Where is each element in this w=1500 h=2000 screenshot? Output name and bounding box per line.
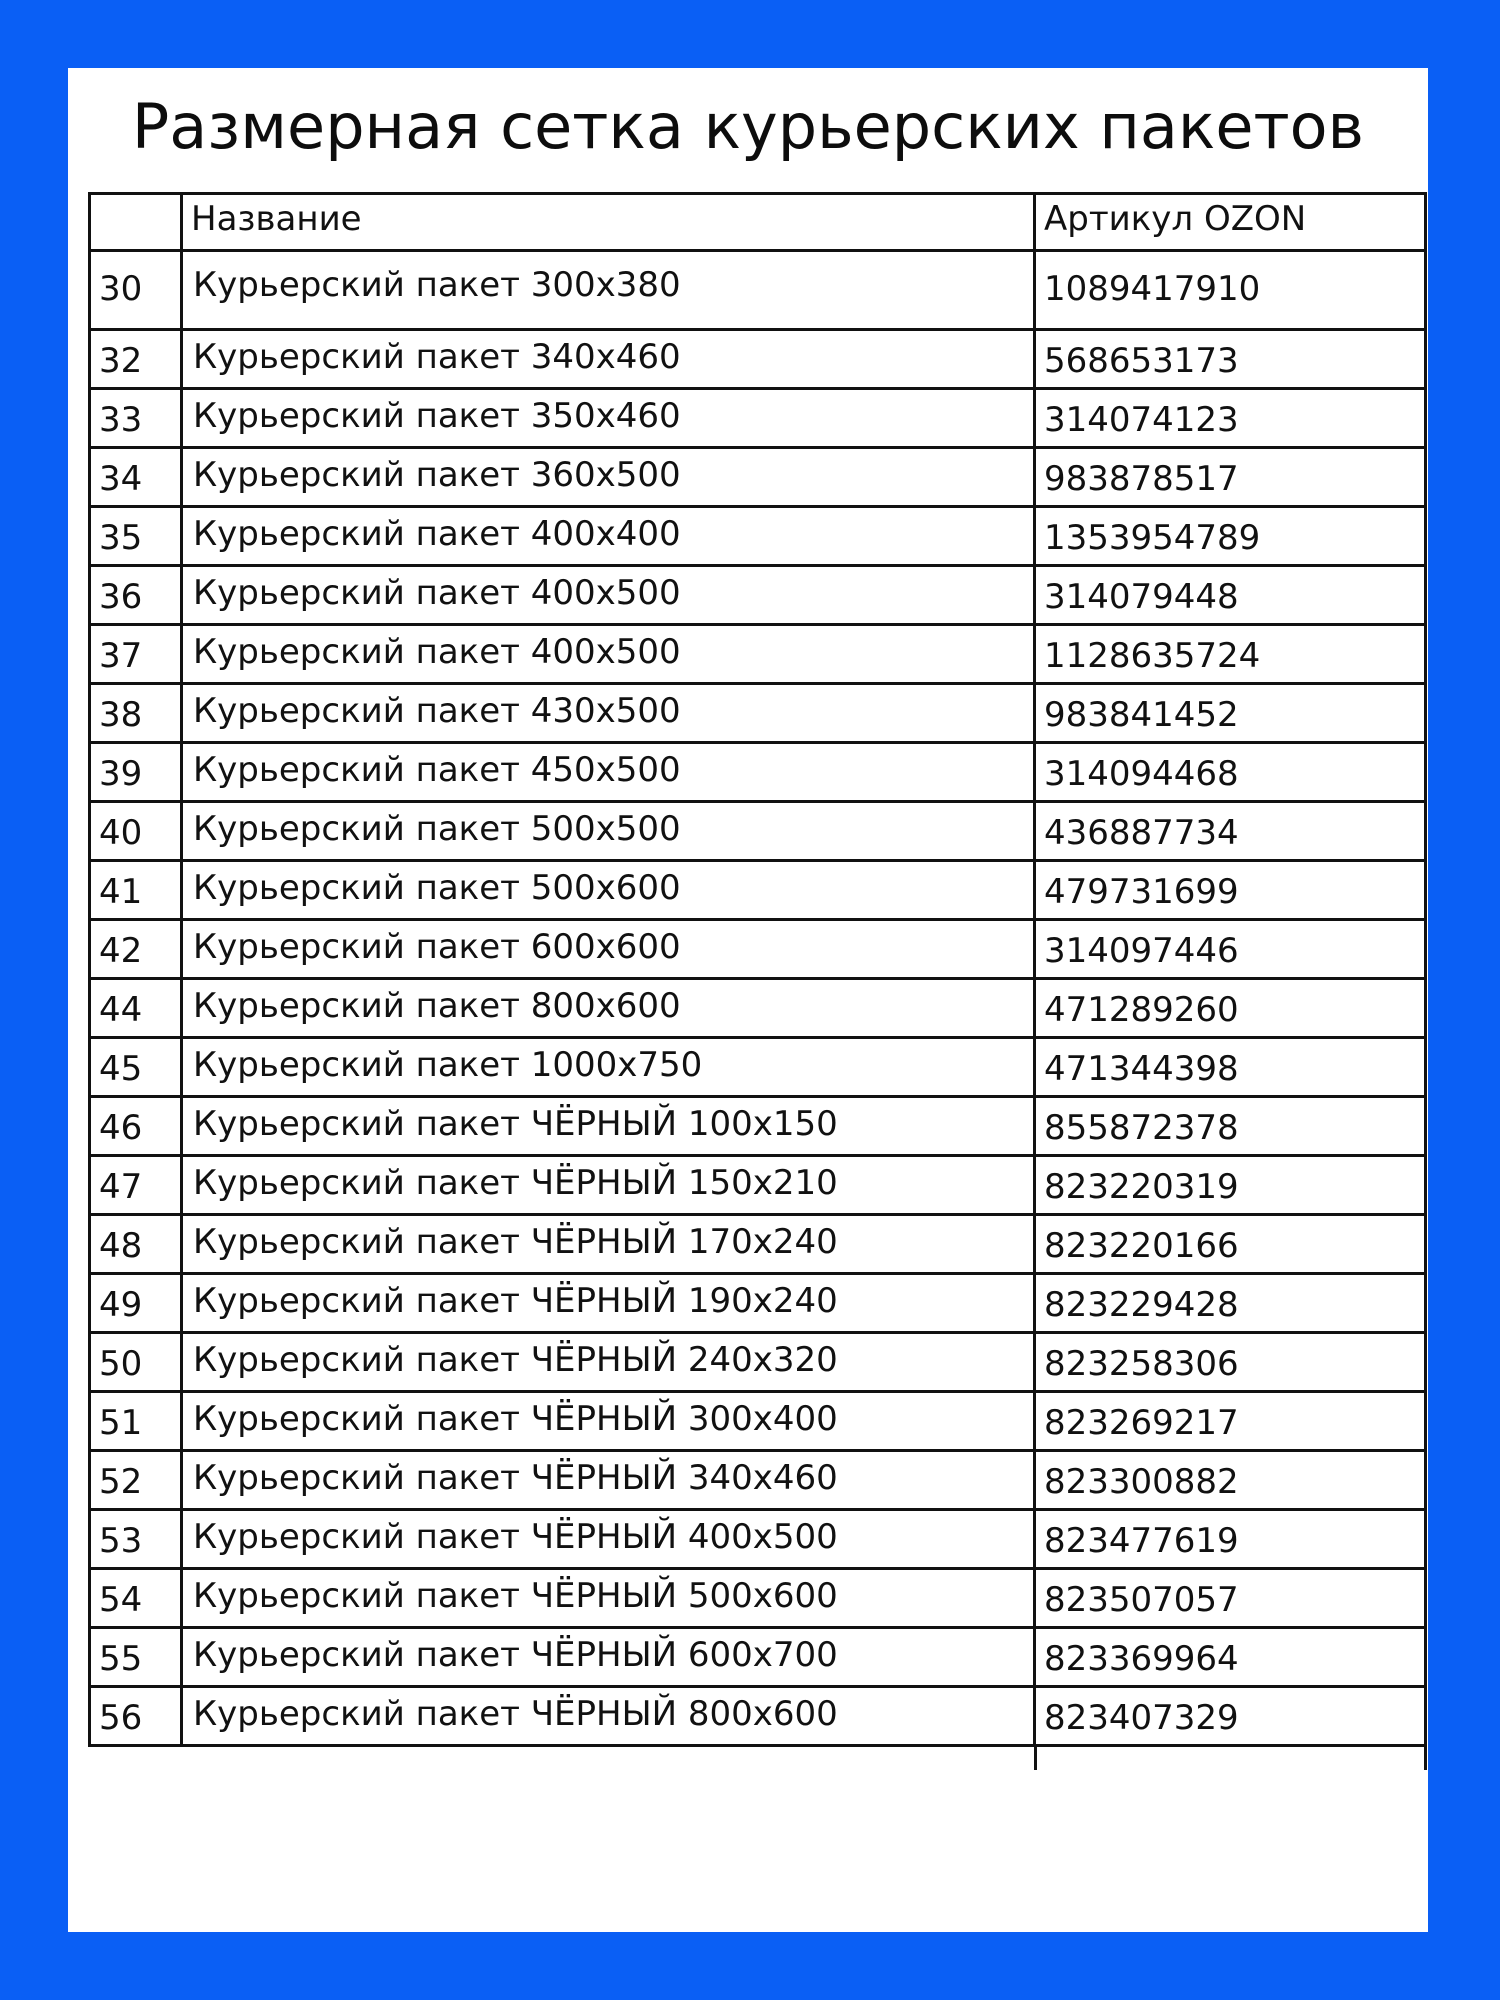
product-name: Курьерский пакет ЧЁРНЫЙ 800x600 [182,1687,1035,1746]
table-row [90,1628,1426,1687]
table-row [90,920,1426,979]
product-name: Курьерский пакет 400x500 [182,566,1035,625]
ozon-article: 983841452 [1035,684,1426,743]
row-number: 38 [90,684,182,743]
table-row [90,979,1426,1038]
product-name: Курьерский пакет ЧЁРНЫЙ 190x240 [182,1274,1035,1333]
ozon-article: 823300882 [1035,1451,1426,1510]
product-name: Курьерский пакет ЧЁРНЫЙ 100x150 [182,1097,1035,1156]
product-name: Курьерский пакет ЧЁРНЫЙ 400x500 [182,1510,1035,1569]
table-row [90,1156,1426,1215]
row-number: 34 [90,448,182,507]
row-number: 47 [90,1156,182,1215]
row-number: 45 [90,1038,182,1097]
row-number: 30 [90,251,182,330]
table-row [90,389,1426,448]
ozon-article: 1128635724 [1035,625,1426,684]
table-row [90,1274,1426,1333]
table-row [90,1097,1426,1156]
row-number: 46 [90,1097,182,1156]
table-row [90,566,1426,625]
table-header-row [90,194,1426,251]
table-row [90,330,1426,389]
ozon-article: 314097446 [1035,920,1426,979]
table-row [90,684,1426,743]
product-name: Курьерский пакет ЧЁРНЫЙ 600x700 [182,1628,1035,1687]
ozon-article: 1089417910 [1035,251,1426,330]
row-number: 53 [90,1510,182,1569]
ozon-article: 823258306 [1035,1333,1426,1392]
ozon-article: 823477619 [1035,1510,1426,1569]
table-row [90,507,1426,566]
row-number: 36 [90,566,182,625]
product-name: Курьерский пакет 300x380 [182,251,1035,330]
product-name: Курьерский пакет ЧЁРНЫЙ 500x600 [182,1569,1035,1628]
product-name: Курьерский пакет 400x500 [182,625,1035,684]
document-sheet [68,68,1428,1932]
table-row [90,1215,1426,1274]
ozon-article: 314074123 [1035,389,1426,448]
row-number: 39 [90,743,182,802]
row-number: 48 [90,1215,182,1274]
product-name: Курьерский пакет 1000x750 [182,1038,1035,1097]
ozon-article: 568653173 [1035,330,1426,389]
row-number: 42 [90,920,182,979]
table-row [90,1333,1426,1392]
table-row [90,251,1426,330]
table-row [90,1569,1426,1628]
ozon-article: 314094468 [1035,743,1426,802]
product-name: Курьерский пакет 800x600 [182,979,1035,1038]
table-row [90,1392,1426,1451]
product-name: Курьерский пакет 350x460 [182,389,1035,448]
table-tail-line [1424,1746,1427,1770]
ozon-article: 823369964 [1035,1628,1426,1687]
ozon-article: 436887734 [1035,802,1426,861]
row-number: 33 [90,389,182,448]
table-row [90,802,1426,861]
table-row [90,1451,1426,1510]
ozon-article: 471289260 [1035,979,1426,1038]
row-number: 44 [90,979,182,1038]
row-number: 51 [90,1392,182,1451]
product-name: Курьерский пакет 430x500 [182,684,1035,743]
ozon-article: 855872378 [1035,1097,1426,1156]
row-number: 49 [90,1274,182,1333]
product-name: Курьерский пакет ЧЁРНЫЙ 340x460 [182,1451,1035,1510]
row-number: 55 [90,1628,182,1687]
table-row [90,1687,1426,1746]
table-row [90,861,1426,920]
product-name: Курьерский пакет 360x500 [182,448,1035,507]
table-tail-line [1034,1746,1037,1770]
ozon-article: 823269217 [1035,1392,1426,1451]
ozon-article: 471344398 [1035,1038,1426,1097]
product-name: Курьерский пакет ЧЁРНЫЙ 150x210 [182,1156,1035,1215]
ozon-article: 823220166 [1035,1215,1426,1274]
table-row [90,1510,1426,1569]
table-row [90,743,1426,802]
product-name: Курьерский пакет 500x500 [182,802,1035,861]
ozon-article: 823507057 [1035,1569,1426,1628]
table-row [90,448,1426,507]
header-cell-name: Название [182,194,1035,251]
ozon-article: 983878517 [1035,448,1426,507]
product-name: Курьерский пакет ЧЁРНЫЙ 240x320 [182,1333,1035,1392]
product-name: Курьерский пакет 340x460 [182,330,1035,389]
row-number: 50 [90,1333,182,1392]
row-number: 41 [90,861,182,920]
product-name: Курьерский пакет ЧЁРНЫЙ 170x240 [182,1215,1035,1274]
table-row [90,625,1426,684]
row-number: 32 [90,330,182,389]
row-number: 52 [90,1451,182,1510]
product-name: Курьерский пакет 500x600 [182,861,1035,920]
page-title: Размерная сетка курьерских пакетов [131,90,1365,163]
ozon-article: 823407329 [1035,1687,1426,1746]
product-name: Курьерский пакет 400x400 [182,507,1035,566]
row-number: 37 [90,625,182,684]
header-cell-number [90,194,182,251]
ozon-article: 479731699 [1035,861,1426,920]
row-number: 35 [90,507,182,566]
row-number: 56 [90,1687,182,1746]
row-number: 54 [90,1569,182,1628]
size-table [88,192,1427,1747]
ozon-article: 823229428 [1035,1274,1426,1333]
ozon-article: 1353954789 [1035,507,1426,566]
row-number: 40 [90,802,182,861]
product-name: Курьерский пакет 600x600 [182,920,1035,979]
ozon-article: 823220319 [1035,1156,1426,1215]
product-name: Курьерский пакет 450x500 [182,743,1035,802]
ozon-article: 314079448 [1035,566,1426,625]
header-cell-article: Артикул OZON [1035,194,1426,251]
product-name: Курьерский пакет ЧЁРНЫЙ 300x400 [182,1392,1035,1451]
table-row [90,1038,1426,1097]
